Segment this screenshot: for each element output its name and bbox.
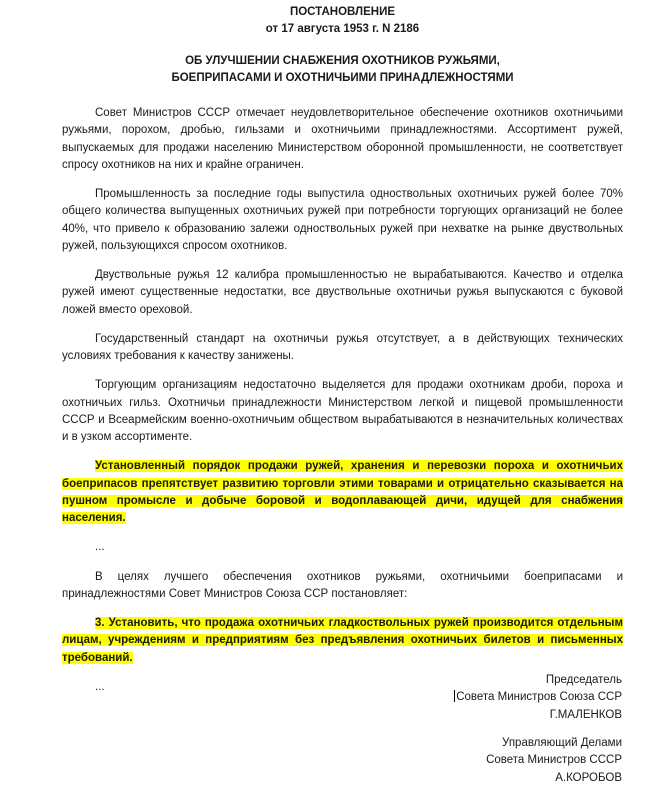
document-body bbox=[62, 4, 623, 696]
manager-name: А.КОРОБОВ bbox=[555, 771, 622, 784]
paragraph-3: Двуствольные ружья 12 калибра промышленностью не вырабатываются. Качество и отделка ружей имеют существенные недостатки, все двуствольные охотничьи ружья выпускаются с буковой ложей вместо ореховой. bbox=[62, 269, 623, 316]
document-type-heading: ПОСТАНОВЛЕНИЕ bbox=[289, 6, 396, 18]
highlighted-text: 3. Установить, что продажа охотничьих гладкоствольных ружей производится отдельным лицам, учреждениям и предприятиям без предъявления охотничьих билетов и письменных требований. bbox=[62, 617, 623, 664]
ellipsis-2: ... bbox=[95, 680, 105, 693]
chairman-title-2-line bbox=[322, 689, 622, 706]
paragraph-2: Промышленность за последние годы выпустила одноствольных охотничьих ружей более 70% общего количества выпущенных охотничьих ружей при потребности торгующих организаций не более 40%, что привело к образованию залежи одноствольных ружей при нехватке на рынке двуствольных ружей, пользующихся спросом охотников. bbox=[62, 188, 623, 252]
paragraph-6-highlighted bbox=[62, 458, 623, 527]
highlighted-text: Установленный порядок продажи ружей, хранения и перевозки пороха и охотничьих боеприпасов препятствует развитию торговли этими товарами и отрицательно сказывается на пушном промысле и добыче боровой и водоплавающей дичи, идущей для снабжения населения. bbox=[62, 460, 623, 524]
chairman-title-1: Председатель bbox=[545, 674, 622, 686]
document-title bbox=[62, 53, 623, 88]
manager-title-1: Управляющий Делами bbox=[502, 737, 622, 749]
title-line-2: БОЕПРИПАСАМИ И ОХОТНИЧЬИМИ ПРИНАДЛЕЖНОСТЯМИ bbox=[171, 71, 514, 84]
paragraph-1: Совет Министров СССР отмечает неудовлетворительное обеспечение охотников охотничьими ружьями, порохом, дробью, гильзами и охотничьими принадлежностями. Ассортимент ружей, выпускаемых для продажи населению Министерством оборонной промышленности, не соответствует спросу охотников на них и крайне ограничен. bbox=[62, 107, 623, 171]
paragraph-4: Государственный стандарт на охотничьи ружья отсутствует, а в действующих технических условиях требования к качеству занижены. bbox=[62, 332, 623, 362]
chairman-title-2: Совета Министров Союза ССР bbox=[456, 691, 622, 704]
ellipsis-1: ... bbox=[95, 541, 105, 554]
manager-title-2: Совета Министров СССР bbox=[486, 754, 622, 767]
title-line-1: ОБ УЛУЧШЕНИИ СНАБЖЕНИЯ ОХОТНИКОВ РУЖЬЯМИ, bbox=[185, 54, 500, 67]
paragraph-7: В целях лучшего обеспечения охотников ружьями, охотничьими боеприпасами и принадлежностями Совет Министров Союза ССР постановляет: bbox=[62, 570, 623, 600]
document-date: от 17 августа 1953 г. N 2186 bbox=[265, 23, 420, 36]
paragraph-8-highlighted bbox=[62, 615, 623, 667]
chairman-signature-block bbox=[322, 672, 622, 724]
chairman-name: Г.МАЛЕНКОВ bbox=[549, 708, 622, 721]
paragraph-5: Торгующим организациям недостаточно выделяется для продажи охотникам дроби, пороха и охотничьих гильз. Охотничьи принадлежности Министерством легкой и пищевой промышленности СССР и Всеармейским военно-охотничьим обществом вырабатываются в незначительных количествах и в узком ассортименте. bbox=[62, 379, 623, 443]
manager-signature-block bbox=[322, 735, 622, 787]
